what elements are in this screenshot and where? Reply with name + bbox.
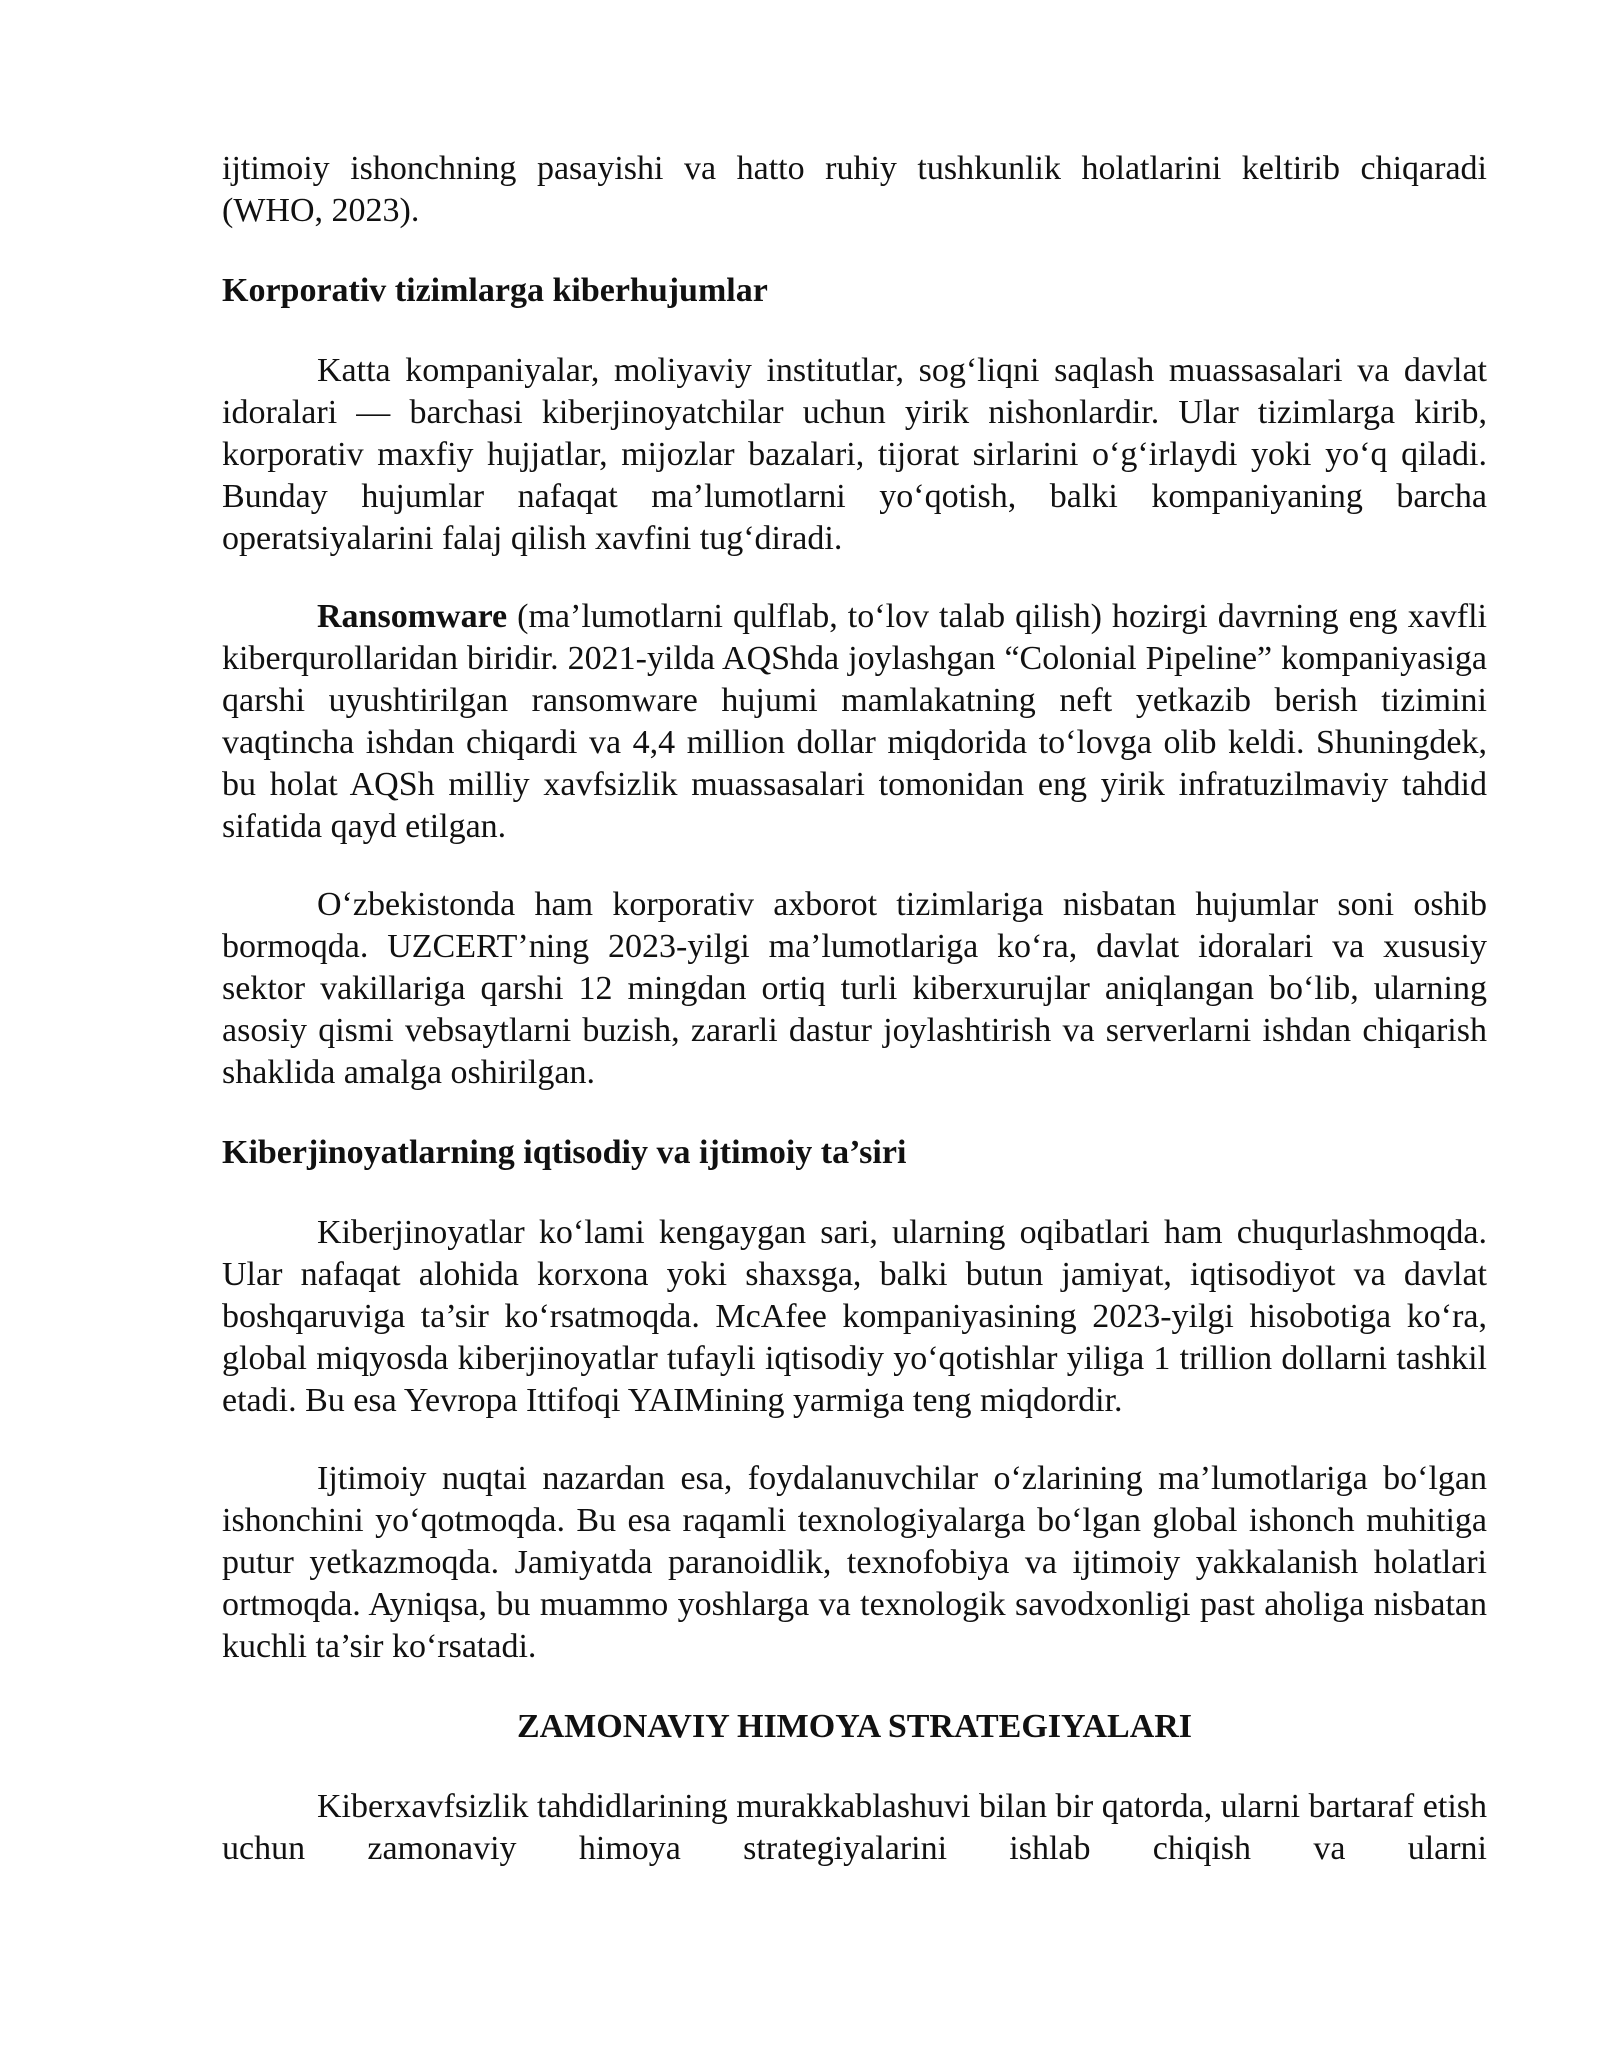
- ransomware-text: (ma’lumotlarni qulflab, to‘lov talab qilish) hozirgi davrning eng xavfli kiberqurollaridan biridir. 2021-yilda AQShda joylashgan “Colonial Pipeline” kompaniyasiga qarshi uyushtirilgan ransomware hujumi mamlakatning neft yetkazib berish tizimini vaqtincha ishdan chiqardi va 4,4 million dollar miqdorida to‘lovga olib keldi. Shuningdek, bu holat AQSh milliy xavfsizlik muassasalari tomonidan eng yirik infratuzilmaviy tahdid sifatida qayd etilgan.: [222, 598, 1487, 845]
- paragraph-strategies-intro: Kiberxavfsizlik tahdidlarining murakkablashuvi bilan bir qatorda, ularni bartaraf etish uchun zamonaviy himoya strategiyalarini ishlab chiqish va ularni: [222, 1788, 1487, 1867]
- ransomware-term: Ransomware: [317, 598, 508, 635]
- continuation-paragraph: ijtimoiy ishonchning pasayishi va hatto ruhiy tushkunlik holatlarini keltirib chiqaradi (WHO, 2023).: [222, 150, 1487, 229]
- heading-economic-social-impact: Kiberjinoyatlarning iqtisodiy va ijtimoiy ta’siri: [222, 1134, 907, 1171]
- paragraph-impact-economic: Kiberjinoyatlar ko‘lami kengaygan sari, ularning oqibatlari ham chuqurlashmoqda. Ular nafaqat alohida korxona yoki shaxsga, balki butun jamiyat, iqtisodiyot va davlat boshqaruviga ta’sir ko‘rsatmoqda. McAfee kompaniyasining 2023-yilgi hisobotiga ko‘ra, global miqyosda kiberjinoyatlar tufayli iqtisodiy yo‘qotishlar yiliga 1 trillion dollarni tashkil etadi. Bu esa Yevropa Ittifoqi YAIMining yarmiga teng miqdordir.: [222, 1214, 1487, 1419]
- heading-corporate-attacks: Korporativ tizimlarga kiberhujumlar: [222, 272, 768, 309]
- heading-modern-protection-strategies: ZAMONAVIY HIMOYA STRATEGIYALARI: [516, 1708, 1193, 1745]
- paragraph-ransomware: [222, 596, 1487, 848]
- paragraph-uzbekistan-attacks: O‘zbekistonda ham korporativ axborot tizimlariga nisbatan hujumlar soni oshib bormoqda. UZCERT’ning 2023-yilgi ma’lumotlariga ko‘ra, davlat idoralari va xususiy sektor vakillariga qarshi 12 mingdan ortiq turli kiberxurujlar aniqlangan bo‘lib, ularning asosiy qismi vebsaytlarni buzish, zararli dastur joylashtirish va serverlarni ishdan chiqarish shaklida amalga oshirilgan.: [222, 886, 1487, 1091]
- paragraph-impact-social: Ijtimoiy nuqtai nazardan esa, foydalanuvchilar o‘zlarining ma’lumotlariga bo‘lgan ishonchini yo‘qotmoqda. Bu esa raqamli texnologiyalarga bo‘lgan global ishonch muhitiga putur yetkazmoqda. Jamiyatda paranoidlik, texnofobiya va ijtimoiy yakkalanish holatlari ortmoqda. Ayniqsa, bu muammo yoshlarga va texnologik savodxonligi past aholiga nisbatan kuchli ta’sir ko‘rsatadi.: [222, 1460, 1487, 1665]
- paragraph-corporate-targets: Katta kompaniyalar, moliyaviy institutlar, sog‘liqni saqlash muassasalari va davlat idoralari — barchasi kiberjinoyatchilar uchun yirik nishonlardir. Ular tizimlarga kirib, korporativ maxfiy hujjatlar, mijozlar bazalari, tijorat sirlarini o‘g‘irlaydi yoki yo‘q qiladi. Bunday hujumlar nafaqat ma’lumotlarni yo‘qotish, balki kompaniyaning barcha operatsiyalarini falaj qilish xavfini tug‘diradi.: [222, 352, 1487, 557]
